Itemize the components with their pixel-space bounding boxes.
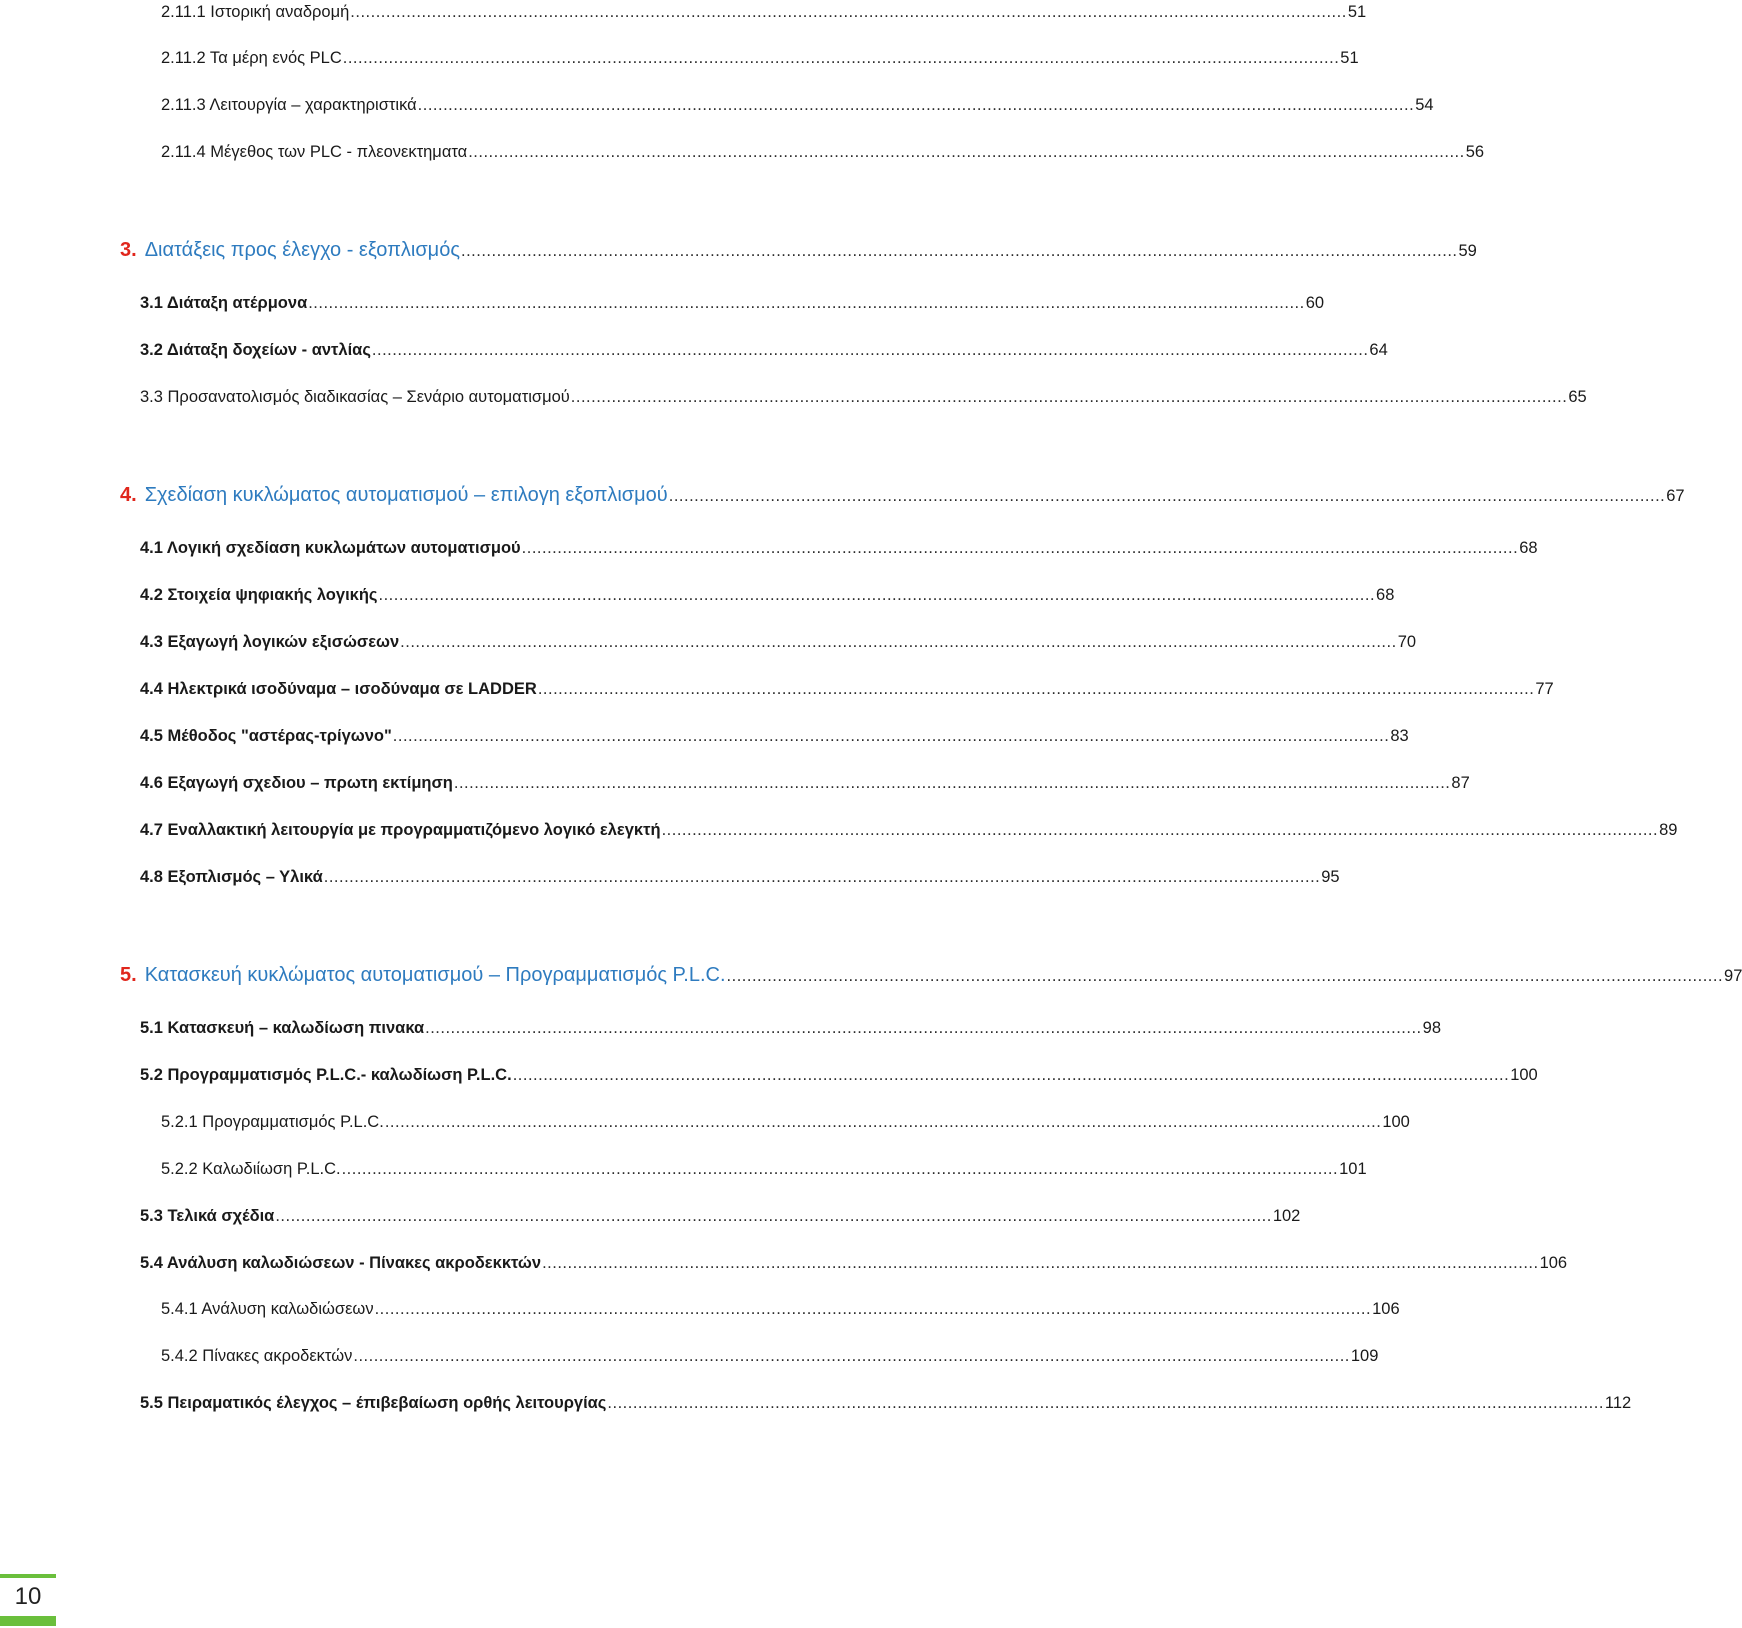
toc-entry-page: 89 — [1659, 821, 1678, 839]
dot-leader: .................................................................................................................................................................................................... — [453, 774, 1451, 792]
toc-entry-5-5[interactable] — [140, 1392, 1632, 1414]
toc-entry-title: 5.5 Πειραματικός έλεγχος – έπιβεβαίωση ορθής λειτουργίας — [140, 1394, 607, 1412]
toc-entry-page: 67 — [1666, 487, 1685, 505]
toc-entry-title: 3.1 Διάταξη ατέρμονα — [140, 294, 308, 312]
toc-entry-page: 101 — [1339, 1160, 1367, 1178]
toc-entry-title: 5.2.1 Προγραμματισμός P.L.C. — [161, 1113, 384, 1131]
toc-entry-title: 5.1 Κατασκευή – καλωδίωση πινακα — [140, 1019, 425, 1037]
toc-chapter-3[interactable] — [120, 237, 1477, 264]
toc-entry-page: 68 — [1519, 539, 1538, 557]
toc-entry-title: 4.6 Εξαγωγή σχεδιου – πρωτη εκτίμηση — [140, 774, 453, 792]
toc-entry-title: 4.1 Λογική σχεδίαση κυκλωμάτων αυτοματισμού — [140, 539, 521, 557]
toc-entry-3-3[interactable] — [140, 386, 1587, 408]
toc-entry-title: 3.3 Προσανατολισμός διαδικασίας – Σενάριο αυτοματισμού — [140, 388, 570, 406]
toc-entry-page: 64 — [1369, 341, 1388, 359]
toc-entry-page: 56 — [1465, 143, 1485, 161]
toc-entry-4-6[interactable] — [140, 772, 1470, 794]
toc-entry-page: 51 — [1347, 3, 1367, 21]
toc-entry-page: 51 — [1340, 49, 1359, 67]
toc-entry-page: 87 — [1451, 774, 1470, 792]
dot-leader: .................................................................................................................................................................................................... — [374, 1300, 1372, 1318]
toc-entry-page: 95 — [1321, 868, 1340, 886]
dot-leader: .................................................................................................................................................................................................... — [342, 49, 1340, 67]
toc-entry-page: 102 — [1272, 1207, 1301, 1225]
toc-entry-title: 4.5 Μέθοδος "αστέρας-τρίγωνο" — [140, 727, 392, 745]
dot-leader: .................................................................................................................................................................................................... — [521, 539, 1519, 557]
dot-leader: .................................................................................................................................................................................................... — [378, 586, 1376, 604]
dot-leader: .................................................................................................................................................................................................... — [542, 1254, 1539, 1272]
toc-entry-2-11-2[interactable] — [161, 47, 1359, 69]
toc-entry-title: 2.11.1 Ιστορική αναδρομή — [161, 3, 350, 21]
dot-leader: .................................................................................................................................................................................................... — [668, 487, 1666, 505]
toc-entry-page: 100 — [1510, 1066, 1538, 1084]
chapter-title: Σχεδίαση κυκλώματος αυτοματισμού – επιλογη εξοπλισμού — [144, 484, 668, 506]
toc-entry-page: 60 — [1305, 294, 1325, 312]
dot-leader: .................................................................................................................................................................................................... — [275, 1207, 1272, 1225]
toc-entry-5-3[interactable] — [140, 1205, 1301, 1227]
dot-leader: .................................................................................................................................................................................................... — [570, 388, 1568, 406]
dot-leader: .................................................................................................................................................................................................... — [512, 1066, 1510, 1084]
toc-entry-page: 106 — [1539, 1254, 1568, 1272]
toc-entry-title: 4.7 Εναλλακτική λειτουργία με προγραμματιζόμενο λογικό ελεγκτή — [140, 821, 661, 839]
toc-entry-page: 112 — [1604, 1394, 1632, 1412]
dot-leader: .................................................................................................................................................................................................... — [537, 680, 1535, 698]
toc-entry-4-4[interactable] — [140, 678, 1554, 700]
toc-entry-3-1[interactable] — [140, 292, 1325, 314]
dot-leader: .................................................................................................................................................................................................... — [460, 242, 1458, 260]
toc-entry-title: 5.3 Τελικά σχέδια — [140, 1207, 275, 1225]
toc-entry-4-7[interactable] — [140, 819, 1678, 841]
toc-entry-title: 5.2 Προγραμματισμός P.L.C.- καλωδίωση P.L.C. — [140, 1066, 512, 1084]
toc-entry-5-2-1[interactable] — [161, 1111, 1410, 1133]
toc-chapter-4[interactable] — [120, 482, 1685, 509]
toc-entry-2-11-1[interactable] — [161, 1, 1367, 23]
toc-entry-title: 5.4 Ανάλυση καλωδιώσεων - Πίνακες ακροδεκκτών — [140, 1254, 542, 1272]
toc-entry-page: 77 — [1535, 680, 1554, 698]
toc-entry-page: 97 — [1724, 967, 1742, 985]
toc-entry-page: 70 — [1397, 633, 1417, 651]
toc-entry-2-11-4[interactable] — [161, 141, 1485, 163]
page-number: 10 — [0, 1574, 56, 1626]
toc-entry-4-5[interactable] — [140, 725, 1409, 747]
toc-entry-4-3[interactable] — [140, 631, 1417, 653]
dot-leader: .................................................................................................................................................................................................... — [353, 1347, 1350, 1365]
toc-entry-page: 59 — [1458, 242, 1477, 260]
toc-entry-title: 2.11.2 Τα μέρη ενός PLC — [161, 49, 342, 67]
dot-leader: .................................................................................................................................................................................................... — [323, 868, 1321, 886]
toc-entry-title: 4.3 Εξαγωγή λογικών εξισώσεων — [140, 633, 400, 651]
toc-entry-5-4[interactable] — [140, 1252, 1568, 1274]
dot-leader: .................................................................................................................................................................................................... — [384, 1113, 1382, 1131]
dot-leader: .................................................................................................................................................................................................... — [425, 1019, 1422, 1037]
toc-entry-page: 83 — [1390, 727, 1409, 745]
dot-leader: .................................................................................................................................................................................................... — [392, 727, 1390, 745]
toc-entry-page: 68 — [1376, 586, 1395, 604]
toc-entry-page: 106 — [1372, 1300, 1400, 1318]
toc-entry-5-2-2[interactable] — [161, 1158, 1367, 1180]
toc-entry-title: 2.11.3 Λειτουργία – χαρακτηριστικά — [161, 96, 417, 114]
toc-entry-page: 98 — [1422, 1019, 1441, 1037]
toc-entry-page: 109 — [1350, 1347, 1379, 1365]
dot-leader: .................................................................................................................................................................................................... — [607, 1394, 1604, 1412]
dot-leader: .................................................................................................................................................................................................... — [371, 341, 1369, 359]
chapter-title: Διατάξεις προς έλεγχο - εξοπλισμός — [144, 239, 460, 261]
dot-leader: .................................................................................................................................................................................................... — [468, 143, 1465, 161]
toc-entry-title: 4.4 Ηλεκτρικά ισοδύναμα – ισοδύναμα σε LADDER — [140, 680, 537, 698]
dot-leader: .................................................................................................................................................................................................... — [400, 633, 1397, 651]
toc-entry-5-4-2[interactable] — [161, 1345, 1379, 1367]
chapter-number: 4. — [120, 484, 137, 506]
toc-entry-title: 4.8 Εξοπλισμός – Υλικά — [140, 868, 323, 886]
toc-entry-title: 5.4.1 Ανάλυση καλωδιώσεων — [161, 1300, 374, 1318]
dot-leader: .................................................................................................................................................................................................... — [726, 967, 1724, 985]
toc-entry-page: 100 — [1382, 1113, 1410, 1131]
chapter-title: Κατασκευή κυκλώματος αυτοματισμού – Προγραμματισμός P.L.C. — [144, 964, 726, 986]
chapter-number: 3. — [120, 239, 137, 261]
dot-leader: .................................................................................................................................................................................................... — [417, 96, 1415, 114]
toc-entry-title: 5.2.2 Καλωδιίωση P.L.C. — [161, 1160, 341, 1178]
toc-entry-5-2[interactable] — [140, 1064, 1538, 1086]
toc-entry-4-8[interactable] — [140, 866, 1340, 888]
dot-leader: .................................................................................................................................................................................................... — [308, 294, 1305, 312]
chapter-number: 5. — [120, 964, 137, 986]
toc-entry-page: 54 — [1415, 96, 1434, 114]
dot-leader: .................................................................................................................................................................................................... — [350, 3, 1347, 21]
toc-entry-page: 65 — [1568, 388, 1587, 406]
dot-leader: .................................................................................................................................................................................................... — [341, 1160, 1339, 1178]
toc-entry-3-2[interactable] — [140, 339, 1388, 361]
toc-entry-title: 2.11.4 Μέγεθος των PLC - πλεονεκτηματα — [161, 143, 468, 161]
toc-entry-4-2[interactable] — [140, 584, 1395, 606]
toc-entry-title: 3.2 Διάταξη δοχείων - αντλίας — [140, 341, 371, 359]
toc-entry-title: 4.2 Στοιχεία ψηφιακής λογικής — [140, 586, 378, 604]
toc-entry-title: 5.4.2 Πίνακες ακροδεκτών — [161, 1347, 353, 1365]
toc-entry-5-4-1[interactable] — [161, 1298, 1400, 1320]
dot-leader: .................................................................................................................................................................................................... — [661, 821, 1659, 839]
toc-entry-2-11-3[interactable] — [161, 94, 1434, 116]
toc-entry-5-1[interactable] — [140, 1017, 1441, 1039]
toc-chapter-5[interactable] — [120, 962, 1742, 989]
toc-entry-4-1[interactable] — [140, 537, 1538, 559]
